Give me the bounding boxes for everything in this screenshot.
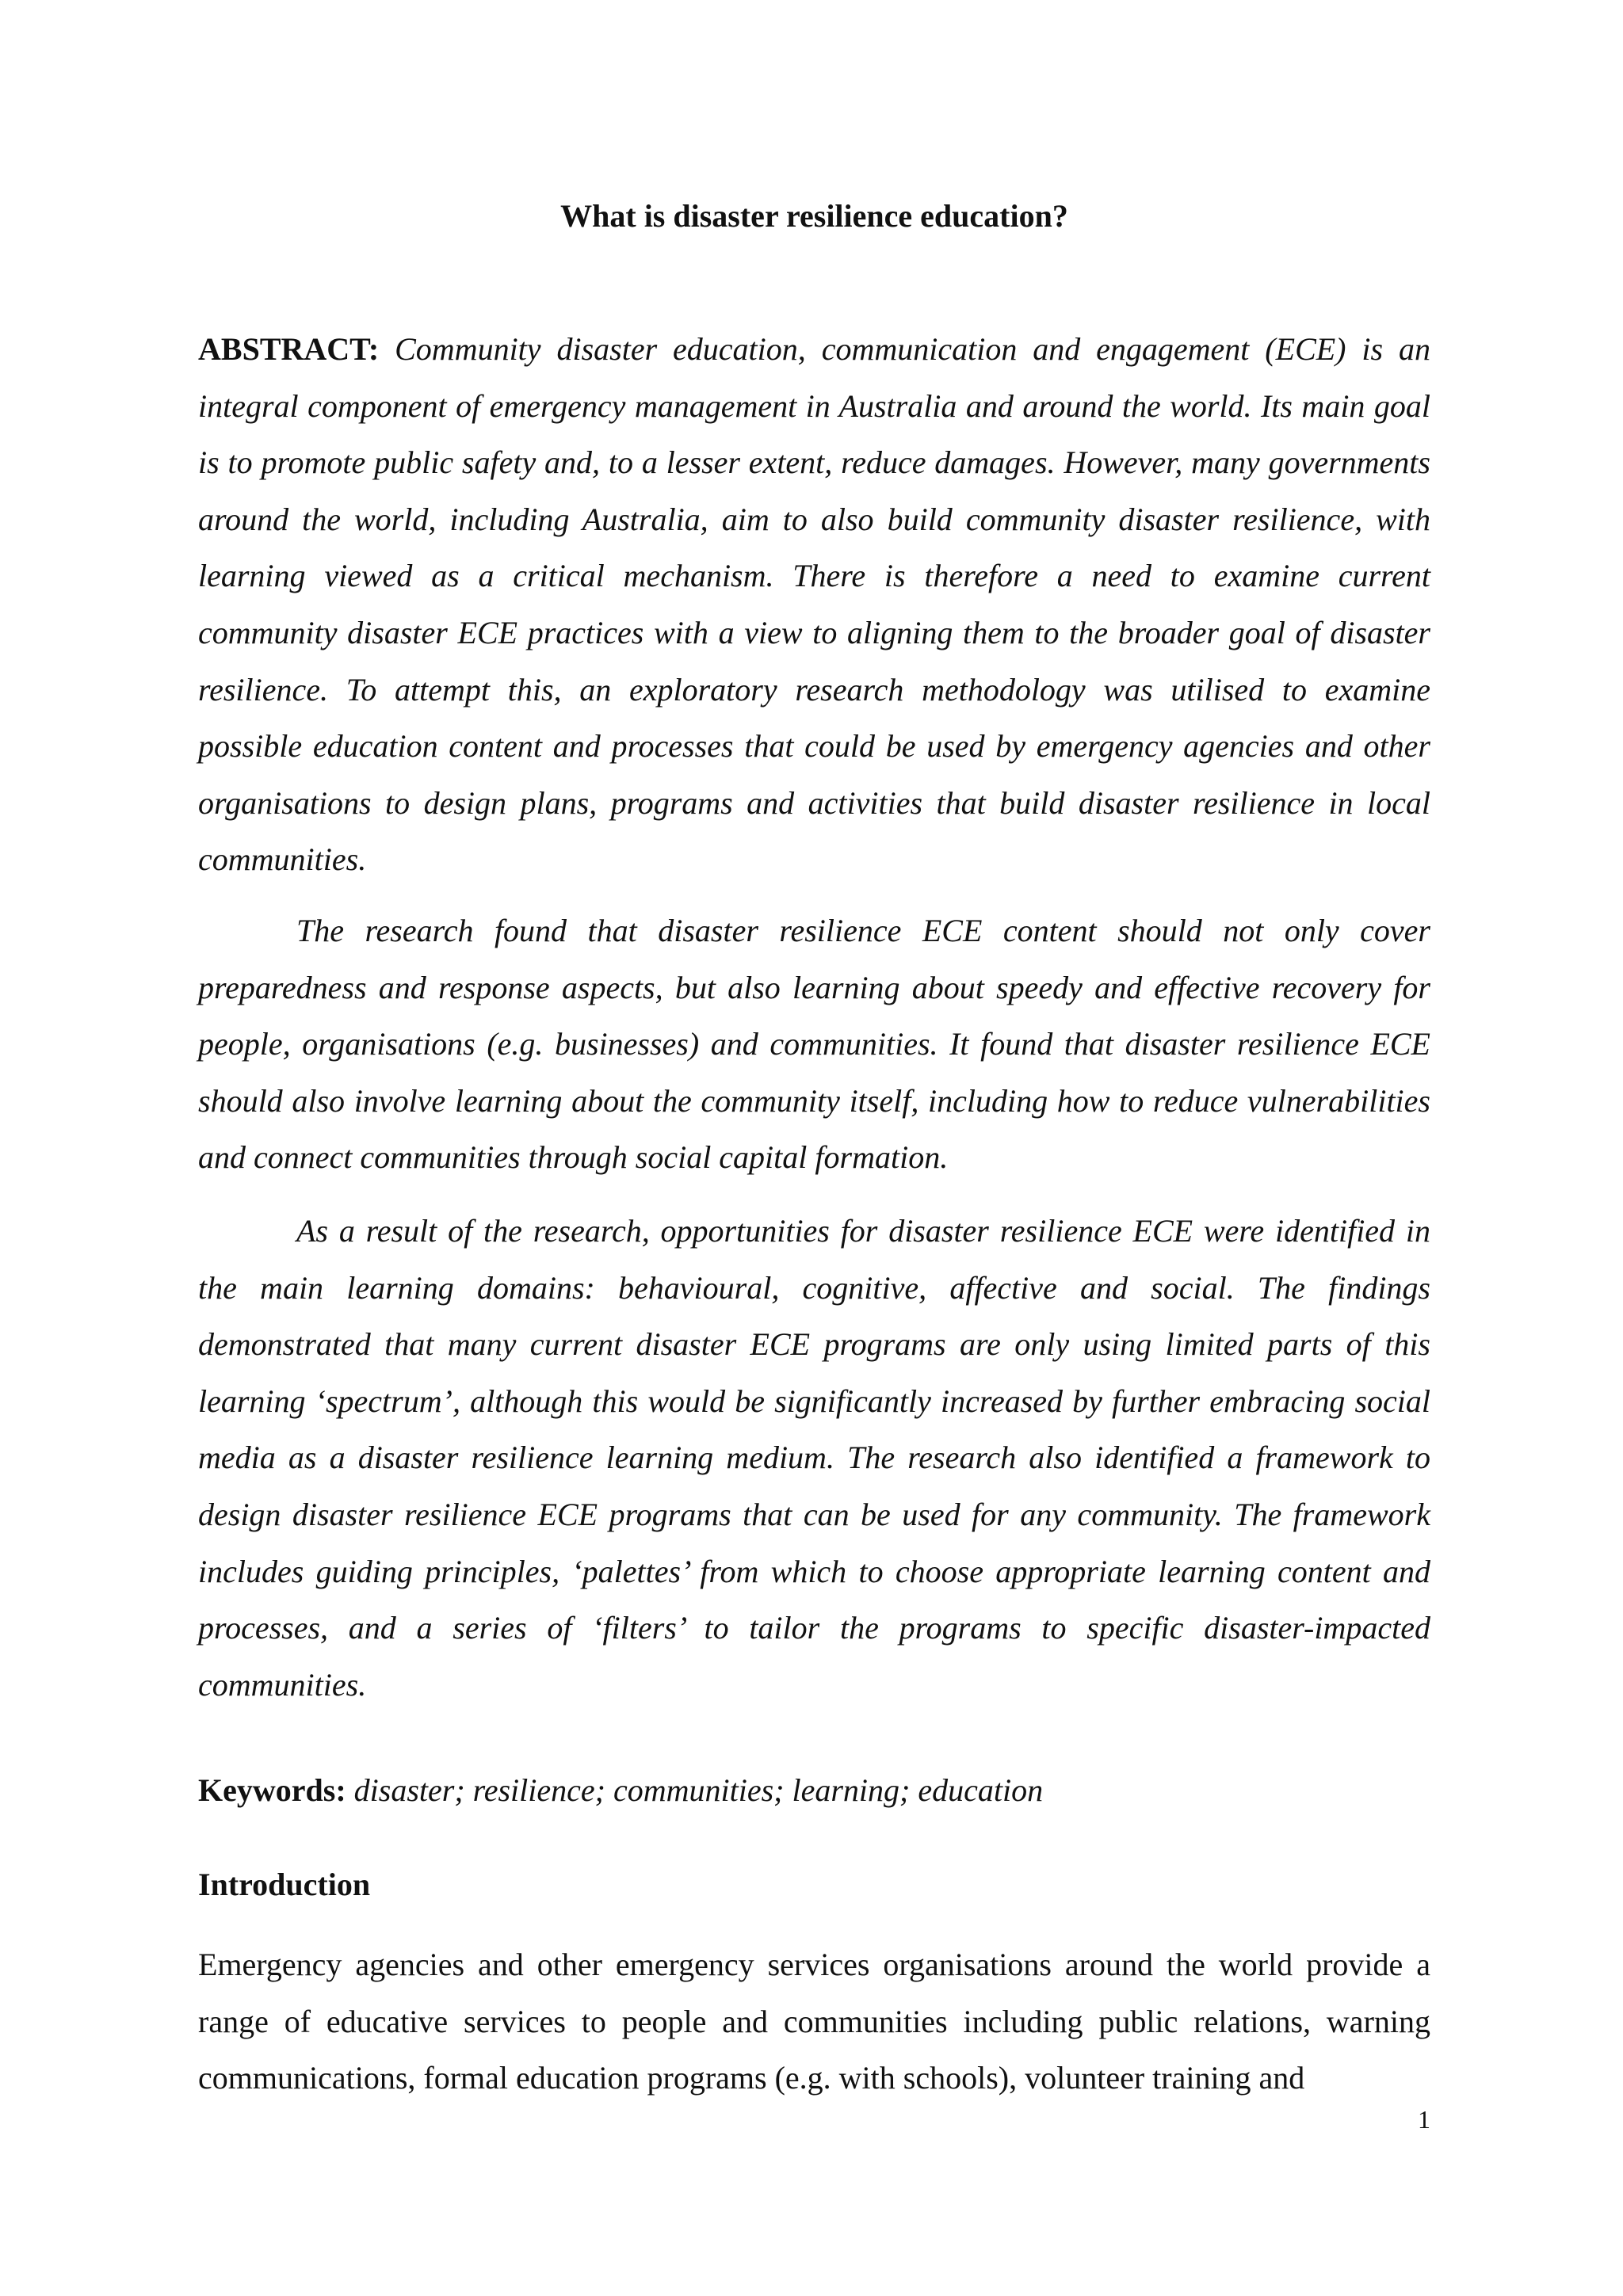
section-heading-introduction: Introduction	[198, 1867, 371, 1902]
introduction-paragraph-1: Emergency agencies and other emergency services organisations around the world provide a range of educative services to people and communities including public relations, warning communications, formal education programs (e.g. with schools), volunteer training and	[198, 1947, 1430, 2096]
paper-title: What is disaster resilience education?	[560, 198, 1068, 234]
keywords-line	[198, 1771, 1430, 1810]
abstract-text-1: Community disaster education, communication and engagement (ECE) is an integral component of emergency management in Australia and around the world. Its main goal is to promote public safety and, to a lesser extent, reduce damages. However, many governments around the world, including Australia, aim to also build community disaster resilience, with learning viewed as a critical mechanism. There is therefore a need to examine current community disaster ECE practices with a view to aligning them to the broader goal of disaster resilience. To attempt this, an exploratory research methodology was utilised to examine possible education content and processes that could be used by emergency agencies and other organisations to design plans, programs and activities that build disaster resilience in local communities.	[198, 331, 1430, 878]
abstract-label: ABSTRACT:	[198, 331, 380, 367]
keywords-text: disaster; resilience; communities; learning; education	[353, 1772, 1044, 1808]
page-number: 1	[1418, 2105, 1430, 2134]
abstract-paragraph-3: As a result of the research, opportunities for disaster resilience ECE were identified in the main learning domains: behavioural, cognitive, affective and social. The findings demonstrated that many current disaster ECE programs are only using limited parts of this learning ‘spectrum’, although this would be significantly increased by further embracing social media as a disaster resilience learning medium. The research also identified a framework to design disaster resilience ECE programs that can be used for any community. The framework includes guiding principles, ‘palettes’ from which to choose appropriate learning content and processes, and a series of ‘filters’ to tailor the programs to specific disaster-impacted communities.	[198, 1213, 1430, 1703]
abstract-paragraph-1	[198, 321, 1430, 888]
keywords-label: Keywords:	[198, 1772, 346, 1808]
abstract-paragraph-2: The research found that disaster resilience ECE content should not only cover preparedness and response aspects, but also learning about speedy and effective recovery for people, organisations (e.g. businesses) and communities. It found that disaster resilience ECE should also involve learning about the community itself, including how to reduce vulnerabilities and connect communities through social capital formation.	[198, 913, 1430, 1176]
